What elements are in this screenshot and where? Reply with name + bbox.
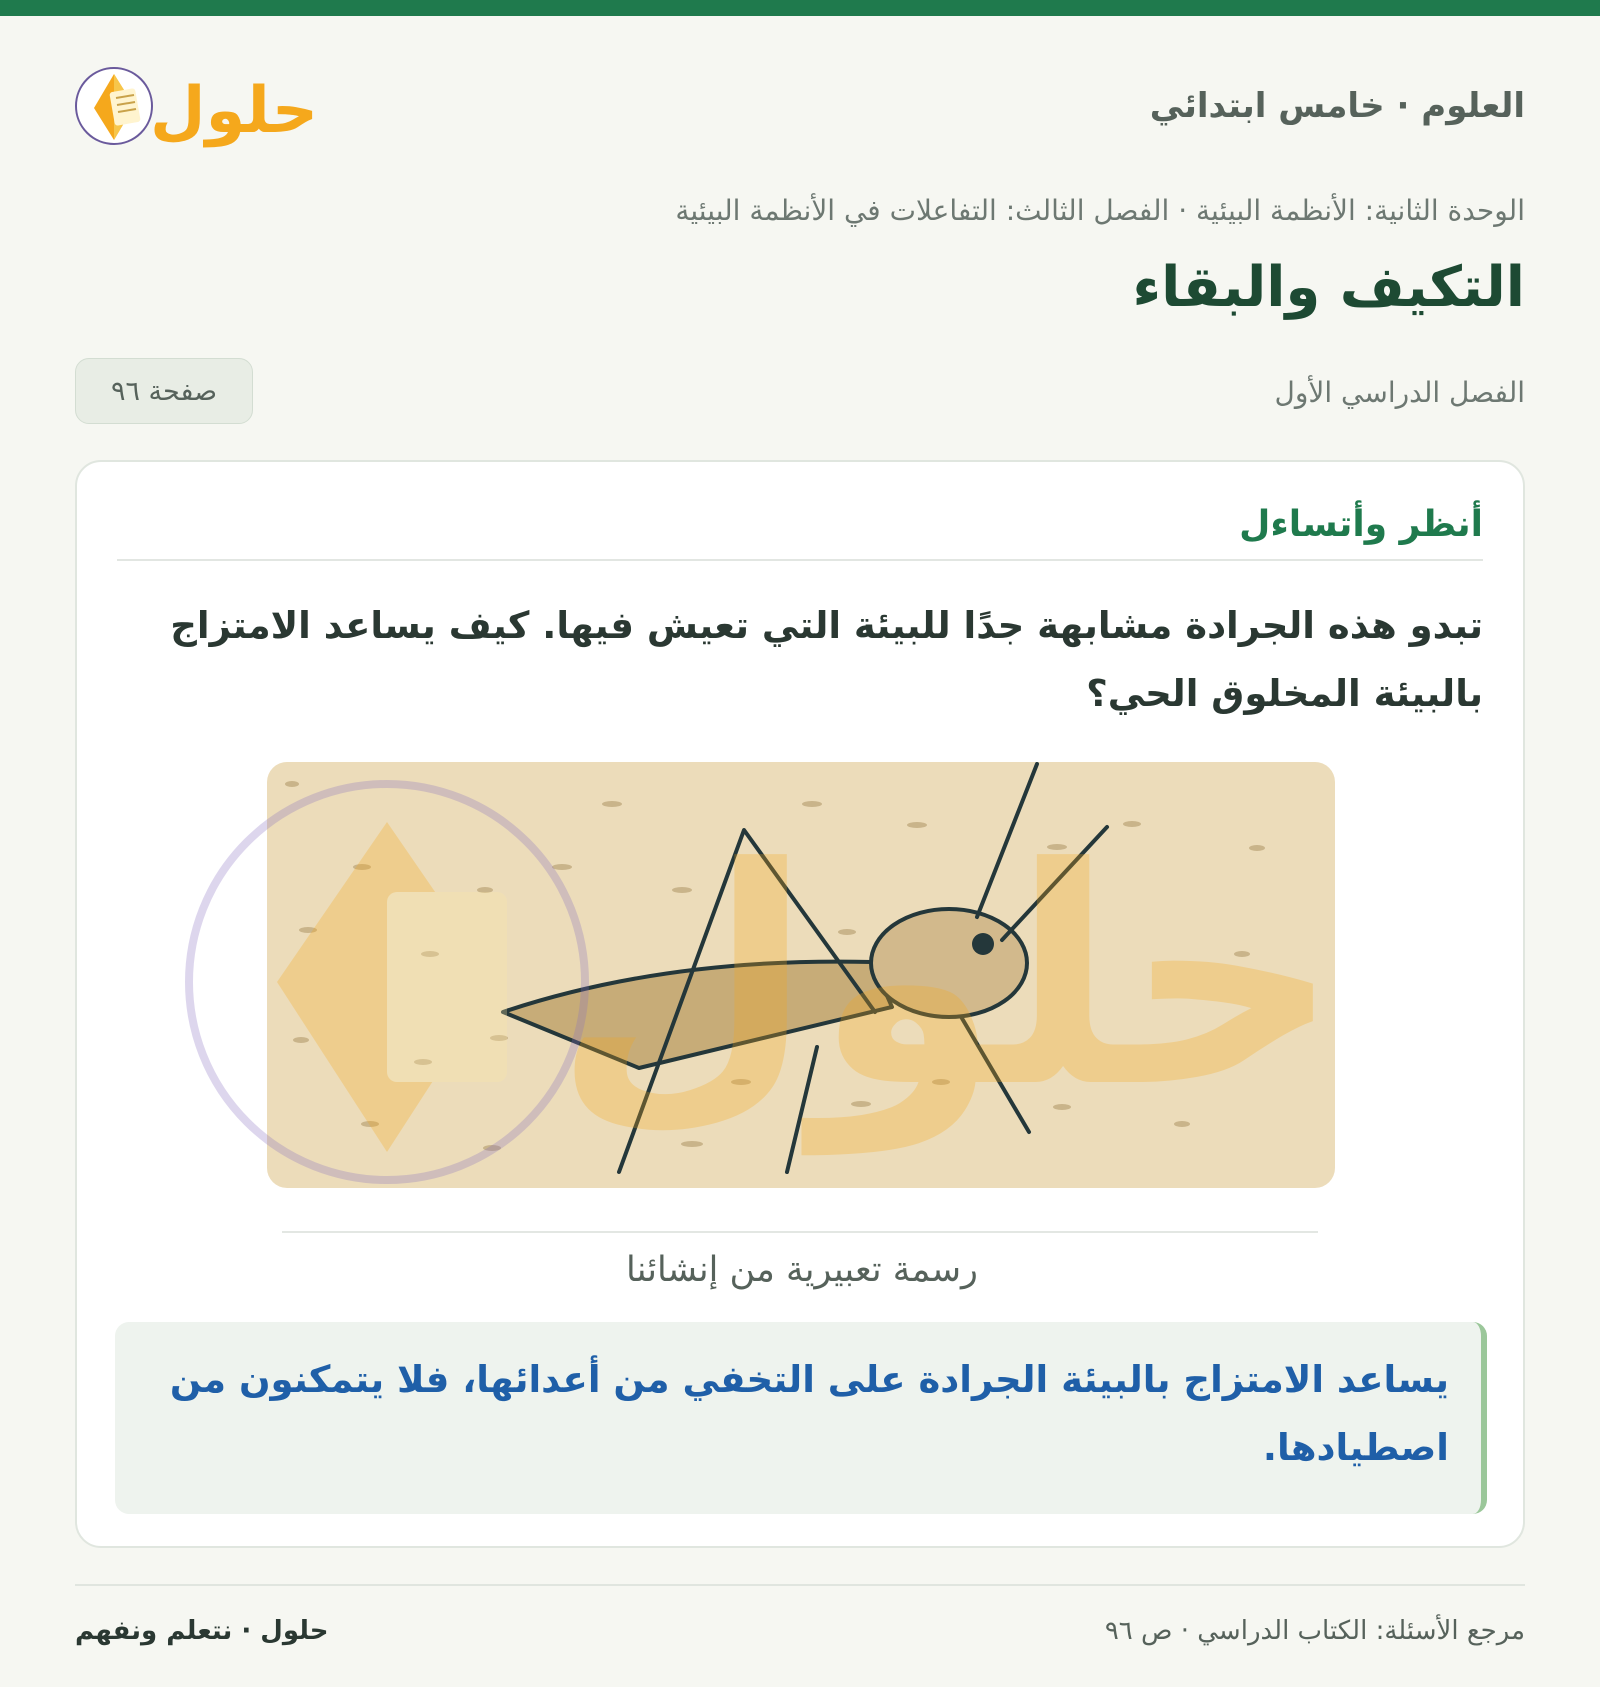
grasshopper-figure (267, 762, 1335, 1188)
figure-caption: رسمة تعبيرية من إنشائنا (626, 1250, 978, 1290)
svg-text:حلول: حلول (553, 804, 1341, 1153)
grasshopper-lines (503, 764, 1107, 1172)
page-title: التكيف والبقاء (1132, 255, 1525, 320)
semester-label: الفصل الدراسي الأول (1274, 376, 1525, 409)
grasshopper-illustration-icon (267, 762, 1335, 1188)
section-title: أنظر وأتساءل (1239, 504, 1483, 545)
answer-box: يساعد الامتزاج بالبيئة الجرادة على التخفي من أعدائها، فلا يتمكنون من اصطيادها. (115, 1322, 1487, 1514)
footer-brand[interactable]: حلول · نتعلم ونفهم (75, 1616, 329, 1646)
divider (117, 559, 1483, 561)
footer-reference: مرجع الأسئلة: الكتاب الدراسي · ص ٩٦ (1104, 1616, 1525, 1646)
question-card (75, 460, 1525, 1548)
subject-heading: العلوم · خامس ابتدائي (1149, 86, 1525, 126)
breadcrumb[interactable]: الوحدة الثانية: الأنظمة البيئية · الفصل الثالث: التفاعلات في الأنظمة البيئية (675, 194, 1525, 227)
svg-text:حلول: حلول (150, 74, 318, 148)
footer-divider (75, 1584, 1525, 1586)
figure-divider (282, 1231, 1318, 1233)
question-text: تبدو هذه الجرادة مشابهة جدًا للبيئة التي تعيش فيها. كيف يساعد الامتزاج بالبيئة المخلوق الحي؟ (170, 604, 1483, 715)
site-logo[interactable] (74, 50, 334, 160)
top-accent-bar (0, 0, 1600, 16)
logo-icon (74, 50, 334, 160)
page-number-badge: صفحة ٩٦ (75, 358, 253, 424)
